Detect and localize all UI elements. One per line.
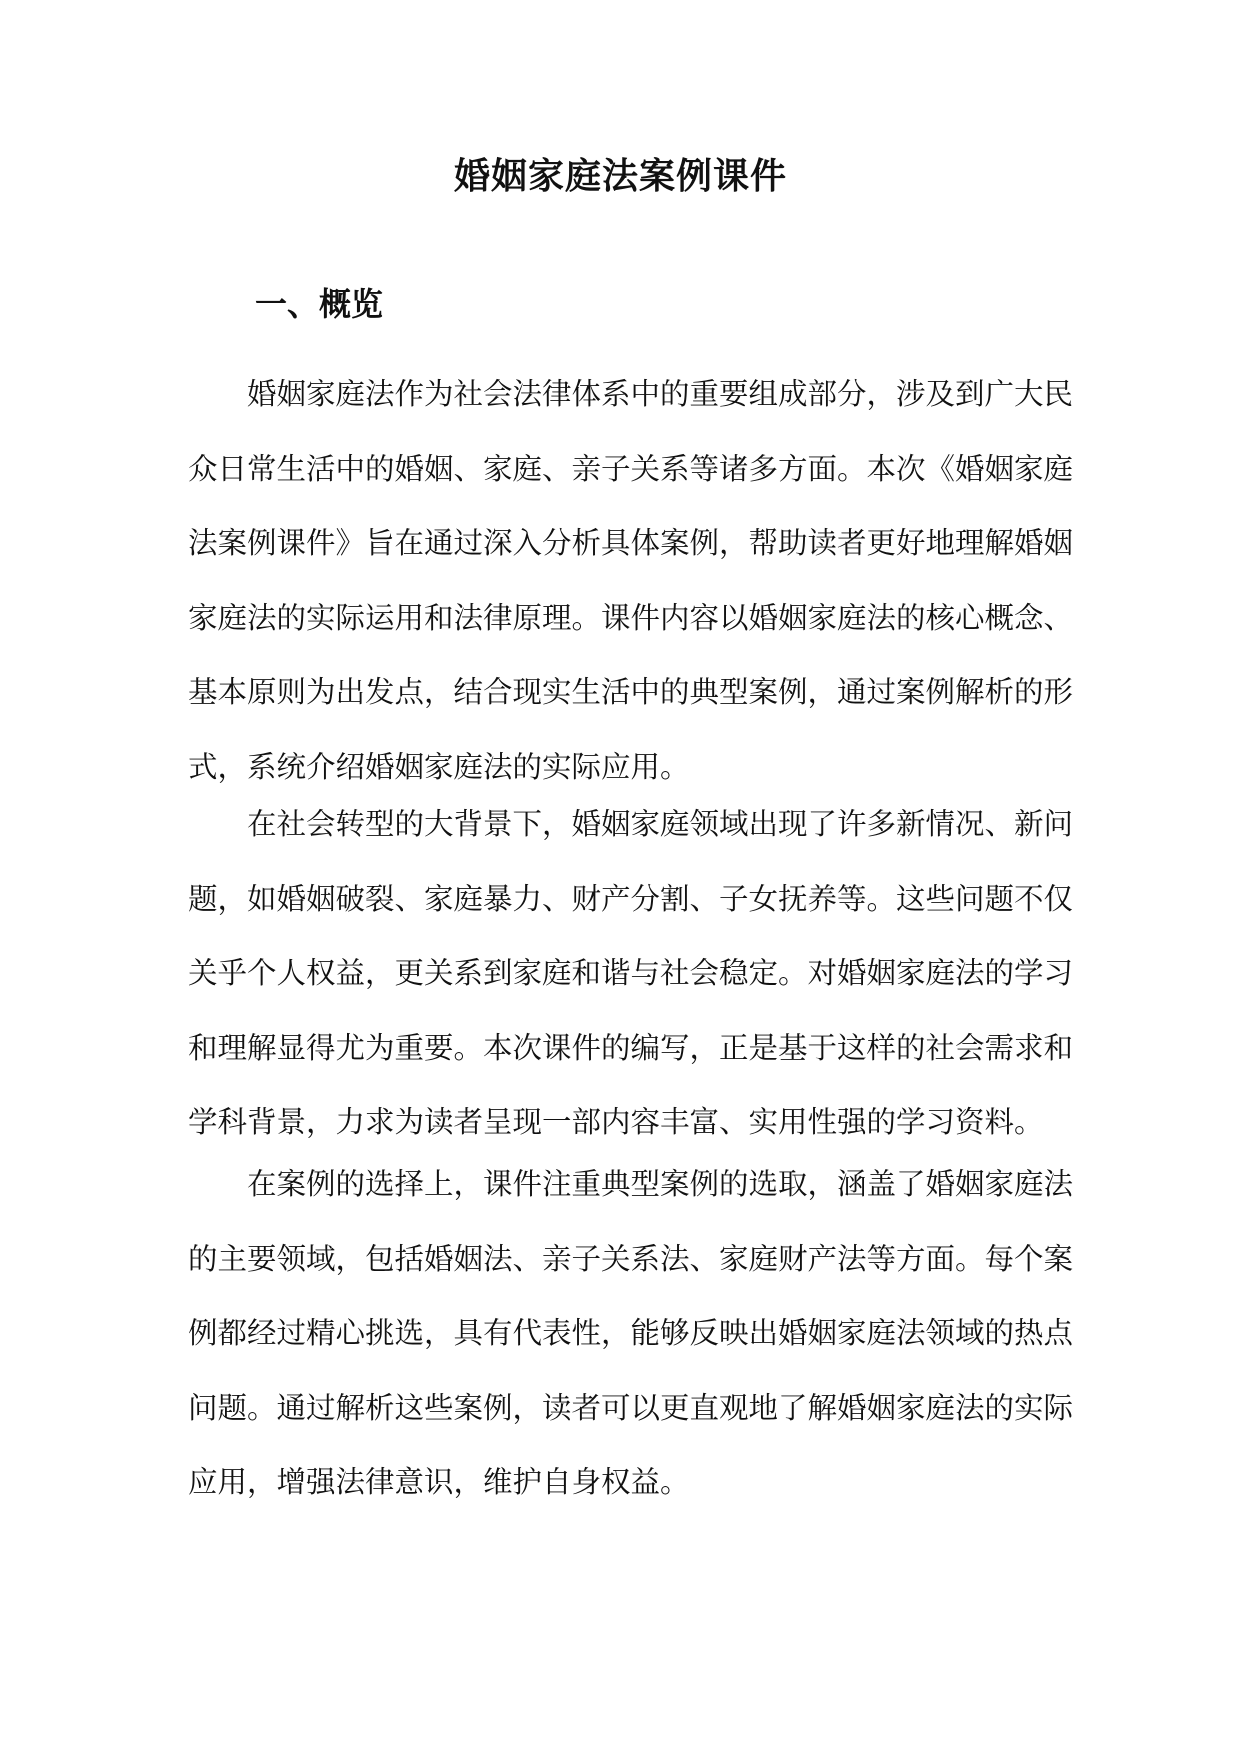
paragraph-line: 学科背景，力求为读者呈现一部内容丰富、实用性强的学习资料。 (188, 1105, 1044, 1139)
section-heading: 一、概览 (255, 285, 384, 323)
paragraph-line: 法案例课件》旨在通过深入分析具体案例，帮助读者更好地理解婚姻 (188, 526, 1074, 560)
paragraph-line: 在社会转型的大背景下，婚姻家庭领域出现了许多新情况、新问 (247, 807, 1074, 841)
paragraph-line: 基本原则为出发点，结合现实生活中的典型案例，通过案例解析的形 (188, 675, 1074, 709)
paragraph-line: 的主要领域，包括婚姻法、亲子关系法、家庭财产法等方面。每个案 (188, 1241, 1074, 1276)
paragraph-line: 题，如婚姻破裂、家庭暴力、财产分割、子女抚养等。这些问题不仅 (188, 881, 1074, 916)
paragraph-line: 在案例的选择上，课件注重典型案例的选取，涵盖了婚姻家庭法 (247, 1167, 1074, 1201)
paragraph-line: 家庭法的实际运用和法律原理。课件内容以婚姻家庭法的核心概念、 (188, 600, 1074, 635)
paragraph-line: 关乎个人权益，更关系到家庭和谐与社会稳定。对婚姻家庭法的学习 (188, 956, 1074, 990)
paragraph-line: 应用，增强法律意识，维护自身权益。 (188, 1465, 690, 1499)
paragraph-line: 问题。通过解析这些案例，读者可以更直观地了解婚姻家庭法的实际 (188, 1390, 1074, 1425)
paragraph (188, 1147, 1074, 1520)
paragraph (188, 357, 1074, 804)
paragraph (188, 787, 1074, 1160)
paragraph-line: 众日常生活中的婚姻、家庭、亲子关系等诸多方面。本次《婚姻家庭 (188, 451, 1074, 486)
paragraph-line: 和理解显得尤为重要。本次课件的编写，正是基于这样的社会需求和 (188, 1030, 1074, 1065)
document-title: 婚姻家庭法案例课件 (453, 155, 787, 197)
paragraph-line: 式，系统介绍婚姻家庭法的实际应用。 (188, 749, 690, 784)
paragraph-line: 例都经过精心挑选，具有代表性，能够反映出婚姻家庭法领域的热点 (188, 1316, 1074, 1350)
paragraph-line: 婚姻家庭法作为社会法律体系中的重要组成部分，涉及到广大民 (247, 377, 1074, 411)
